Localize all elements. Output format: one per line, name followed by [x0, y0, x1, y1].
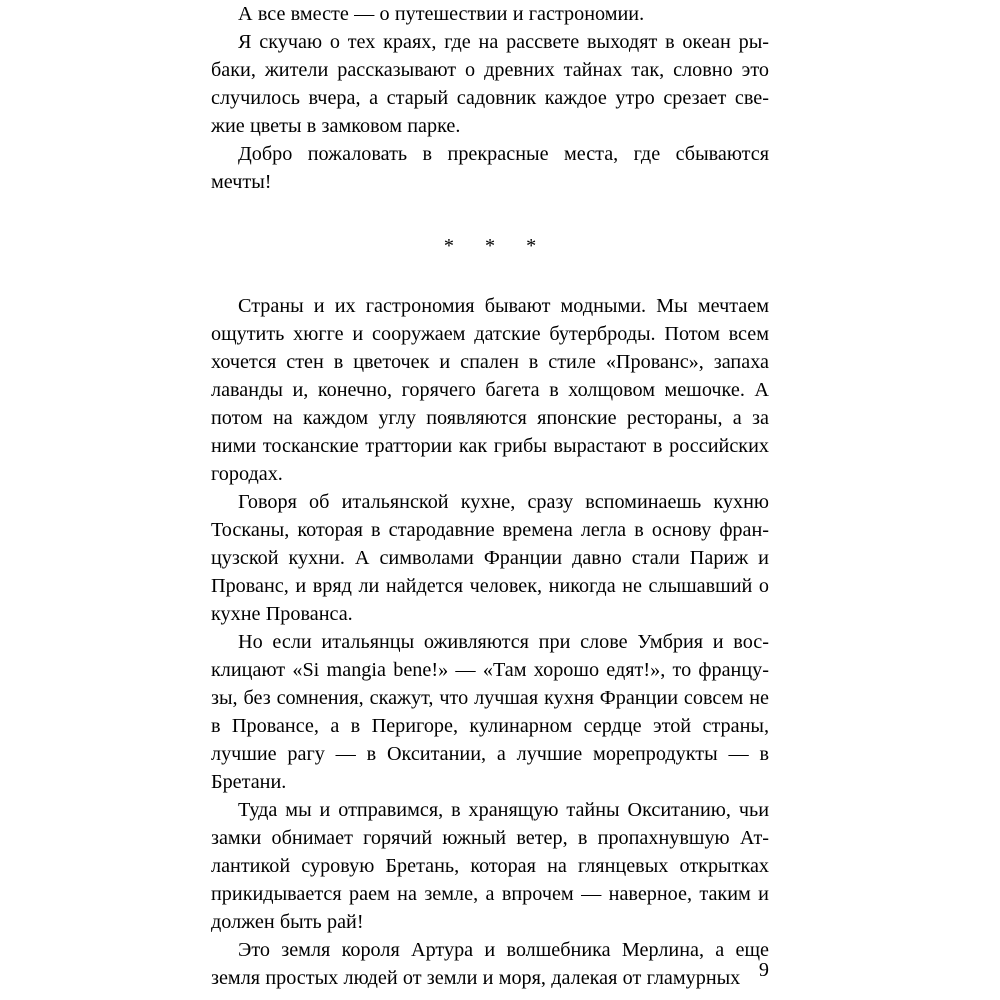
section-divider-asterisks: * * *	[443, 235, 550, 257]
paragraph: Это земля короля Артура и волшебника Мерлина, а еще земля простых людей от земли и моря, далекая от гламурных	[211, 939, 769, 989]
paragraph: Я скучаю о тех краях, где на рассвете выходят в океан рыбаки, жители рассказывают о древних тайнах так, словно это случилось вчера, а старый садовник каждое утро срезает свежие цветы в замковом парке.	[211, 31, 769, 137]
divider-spacer-top	[211, 196, 769, 232]
divider-spacer-bottom	[211, 260, 769, 292]
paragraph: Говоря об итальянской кухне, сразу вспоминаешь кухню Тосканы, которая в стародавние времена легла в основу французской кухни. А символами Франции давно стали Париж и Прованс, и вряд ли найдется человек, никогда не слышавший о кухне Прованса.	[211, 491, 769, 625]
paragraph: А все вместе — о путешествии и гастрономии.	[238, 3, 645, 25]
text-column	[211, 0, 769, 992]
paragraph: Добро пожаловать в прекрасные места, где сбываются мечты!	[211, 143, 769, 193]
paragraph: Страны и их гастрономия бывают модными. Мы мечтаем ощутить хюгге и сооружаем датские бутерброды. Потом всем хочется стен в цветочек и спален в стиле «Прованс», запаха лаванды и, конечно, горячего багета в холщовом мешочке. А потом на каждом углу появляются японские рестораны, а за ними тосканские траттории как грибы вырастают в российских городах.	[211, 295, 769, 485]
paragraph: Туда мы и отправимся, в хранящую тайны Окситанию, чьи замки обнимает горячий южный ветер, в пропахнувшую Атлантикой суровую Бретань, которая на глянцевых открытках прикидывается раем на земле, а впрочем — наверное, таким и должен быть рай!	[211, 799, 769, 933]
page-number: 9	[758, 959, 769, 981]
paragraph: Но если итальянцы оживляются при слове Умбрия и восклицают «Si mangia bene!» — «Там хорошо едят!», то французы, без сомнения, скажут, что лучшая кухня Франции совсем не в Провансе, а в Перигоре, кулинарном сердце этой страны, лучшие рагу — в Окситании, а лучшие морепродукты — в Бретани.	[211, 631, 769, 793]
